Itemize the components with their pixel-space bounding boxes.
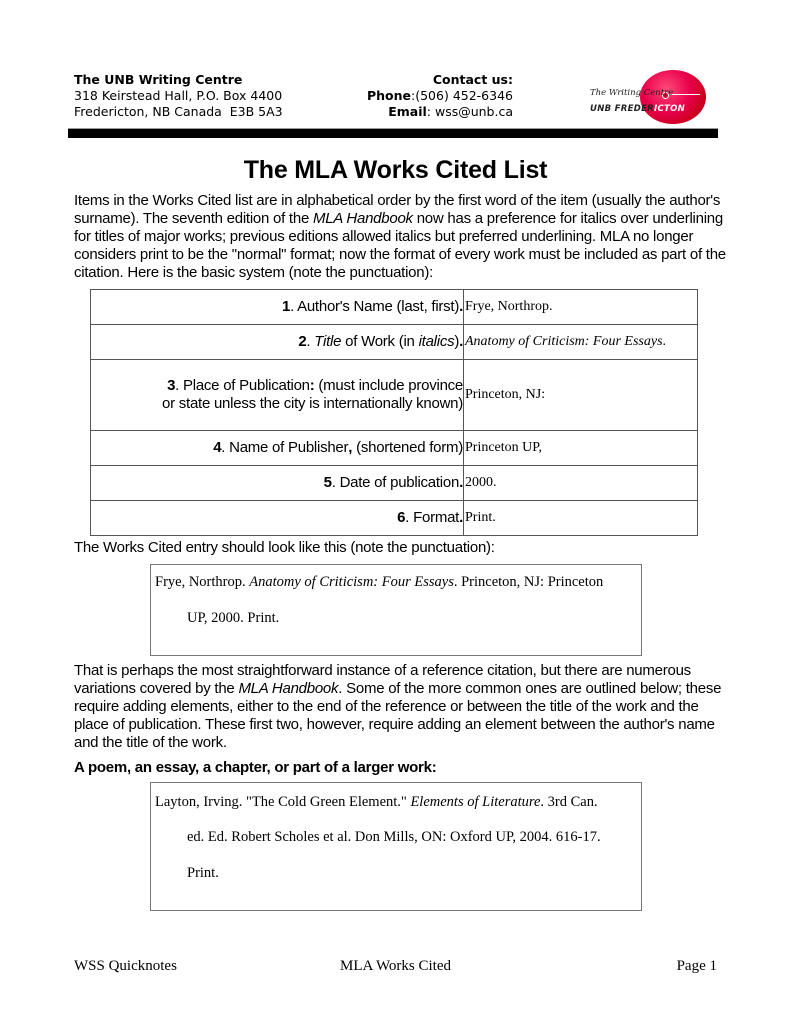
- citation-line-3: Print.: [187, 865, 219, 881]
- table-row: [91, 431, 698, 466]
- element-example: Anatomy of Criticism: Four Essays.: [464, 325, 698, 360]
- phone-label: Phone: [366, 88, 412, 103]
- section-heading: A poem, an essay, a chapter, or part of a larger work:: [74, 759, 437, 776]
- phone-value: :(506) 452-6346: [411, 88, 513, 103]
- footer-center: MLA Works Cited: [339, 958, 452, 974]
- citation-line-1: Frye, Northrop. Anatomy of Criticism: Four Essays. Princeton, NJ: Princeton: [155, 574, 604, 590]
- email-label: Email: [388, 104, 427, 119]
- header-divider-thick: [68, 129, 718, 138]
- contact-block: [330, 72, 513, 120]
- address-line-2: Fredericton, NB Canada E3B 5A3: [74, 104, 283, 119]
- element-example: Princeton UP,: [464, 431, 698, 466]
- table-row: [91, 360, 698, 431]
- address-block: [74, 72, 283, 120]
- element-example: 2000.: [464, 466, 698, 501]
- page-title: The MLA Works Cited List: [243, 156, 548, 184]
- writing-centre-logo: [578, 70, 718, 128]
- citation-line-2: UP, 2000. Print.: [187, 610, 280, 626]
- table-row: [91, 325, 698, 360]
- element-label: 5. Date of publication.: [91, 466, 464, 501]
- element-example: Princeton, NJ:: [464, 360, 698, 431]
- intro-paragraph: Items in the Works Cited list are in alphabetical order by the first word of the item (usually the author's surname). The seventh edition of the MLA Handbook now has a preference for italics over underlining for titles of major works; previous editions allowed italics but preferred underlining. MLA no longer considers print to be the "normal" format; now the format of every work must be included as part of the citation. Here is the basic system (note the punctuation):: [74, 192, 726, 281]
- element-example: Frye, Northrop.: [464, 290, 698, 325]
- element-label: 2. Title of Work (in italics).: [91, 325, 464, 360]
- table-row: [91, 501, 698, 536]
- element-label: 3. Place of Publication: (must include province or state unless the city is internationally known): [91, 360, 464, 431]
- org-name: The UNB Writing Centre: [74, 72, 243, 87]
- email-line: [330, 104, 513, 120]
- example-citation-box-poem: [150, 782, 642, 911]
- footer-left: WSS Quicknotes: [74, 958, 177, 974]
- phone-line: [330, 88, 513, 104]
- logo-line-1: The Writing Centre: [590, 88, 674, 98]
- table-row: [91, 290, 698, 325]
- element-label: 1. Author's Name (last, first).: [91, 290, 464, 325]
- element-label: 4. Name of Publisher, (shortened form): [91, 431, 464, 466]
- citation-line-2: ed. Ed. Robert Scholes et al. Don Mills, ON: Oxford UP, 2004. 616-17.: [187, 829, 601, 845]
- contact-heading: Contact us:: [432, 72, 513, 87]
- element-example: Print.: [464, 501, 698, 536]
- citation-elements-table: [90, 289, 698, 536]
- logo-line-2: UNB FREDERICTON: [590, 104, 686, 114]
- variations-paragraph: That is perhaps the most straightforward instance of a reference citation, but there are numerous variations covered by the MLA Handbook. Some of the more common ones are outlined below; these require adding elements, either to the end of the reference or between the title of the work and the place of publication. These first two, however, require adding an element between the author's name and the title of the work.: [74, 662, 722, 751]
- citation-line-1: Layton, Irving. "The Cold Green Element." Elements of Literature. 3rd Can.: [155, 794, 598, 810]
- footer-page-number: Page 1: [676, 958, 717, 974]
- example-citation-box: [150, 564, 642, 656]
- table-row: [91, 466, 698, 501]
- element-label: 6. Format.: [91, 501, 464, 536]
- example-intro: The Works Cited entry should look like this (note the punctuation):: [74, 539, 495, 556]
- email-value[interactable]: : wss@unb.ca: [426, 104, 513, 119]
- address-line-1: 318 Keirstead Hall, P.O. Box 4400: [74, 88, 283, 103]
